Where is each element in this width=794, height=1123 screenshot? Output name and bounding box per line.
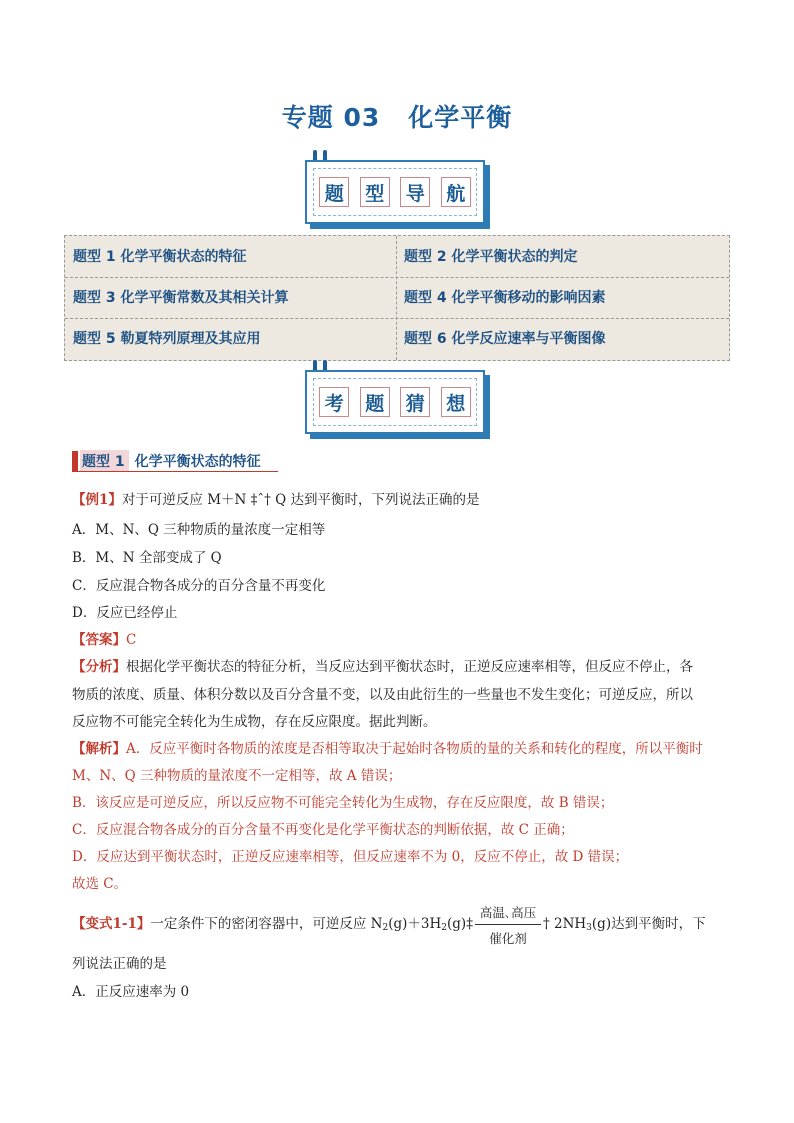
explain-line-3: B．该反应是可逆反应，所以反应物不可能完全转化为生成物，存在反应限度，故 B 错误；: [72, 795, 614, 811]
banner-char: 题: [360, 387, 390, 417]
banner-topic-navigation: [305, 152, 489, 220]
example-question-text: 对于可逆反应 M＋N ‡ˆ† Q 达到平衡时，下列说法正确的是: [121, 492, 480, 508]
banner-char: 想: [441, 387, 471, 417]
explain-line-5: D．反应达到平衡状态时，正逆反应速率相等，但反应速率不为 0，反应不停止，故 D 错误；: [72, 849, 629, 865]
conclusion-line: 故选 C。: [72, 876, 128, 892]
analysis-line-2: 物质的浓度、质量、体积分数以及百分含量不变，以及由此衍生的一些量也不发生变化；可逆反应，所以: [72, 687, 693, 703]
reaction-condition-bottom: 催化剂: [489, 930, 527, 946]
variant-question: 【变式1-1】一定条件下的密闭容器中，可逆反应 $N_2(g)+3H_2(g)\ddagger$ 高温､高压 催化剂 † $2NH_3(g)$达到平衡时，下: [72, 914, 706, 938]
banner-char: 猜: [400, 387, 430, 417]
banner-char: 型: [360, 177, 390, 207]
option-d: D．反应已经停止: [72, 605, 178, 621]
example-tag: 【例1】: [72, 492, 122, 508]
reaction-arrow: [473, 904, 543, 946]
banner-question-guess: [305, 362, 489, 430]
reaction-condition-top: 高温､高压: [479, 904, 537, 920]
topic-nav-table: [64, 235, 730, 361]
banner-char: 航: [441, 177, 471, 207]
option-c: C．反应混合物各成分的百分含量不再变化: [72, 578, 326, 594]
variant-question-line-2: 列说法正确的是: [72, 956, 167, 972]
section-marker: [72, 451, 78, 471]
title-sub: 化学平衡: [408, 103, 513, 132]
answer-tag: 【答案】: [72, 632, 126, 648]
nav-item-6[interactable]: 题型 6 化学反应速率与平衡图像: [404, 331, 606, 347]
nav-item-1[interactable]: 题型 1 化学平衡状态的特征: [73, 249, 247, 265]
analysis-tag: 【分析】: [72, 659, 126, 675]
answer-value: C: [126, 632, 137, 648]
nav-item-5[interactable]: 题型 5 勒夏特列原理及其应用: [73, 331, 261, 347]
explain-line-4: C．反应混合物各成分的百分含量不再变化是化学平衡状态的判断依据，故 C 正确；: [72, 822, 574, 838]
banner-char: 题: [319, 177, 349, 207]
explain-line-2: M、N、Q 三种物质的量浓度不一定相等，故 A 错误；: [72, 768, 402, 784]
banner-char: 考: [319, 387, 349, 417]
nav-item-2[interactable]: 题型 2 化学平衡状态的判定: [404, 249, 578, 265]
banner-char: 导: [400, 177, 430, 207]
analysis-line-1: 【分析】根据化学平衡状态的特征分析，当反应达到平衡状态时，正逆反应速率相等，但反应不停止，各: [72, 659, 693, 675]
explain-tag: 【解析】: [72, 741, 126, 757]
nav-item-3[interactable]: 题型 3 化学平衡常数及其相关计算: [73, 290, 289, 306]
option-b: B．M、N 全部变成了 Q: [72, 550, 222, 566]
variant-tag: 【变式1-1】: [72, 916, 151, 932]
nav-item-4[interactable]: 题型 4 化学平衡移动的影响因素: [404, 290, 606, 306]
analysis-line-3: 反应物不可能完全转化为生成物，存在反应限度。据此判断。: [72, 714, 437, 730]
title-main: 专题 03: [281, 103, 381, 132]
page-title: [0, 98, 794, 134]
section-label: 题型 1: [80, 450, 129, 472]
variant-option-a: A．正反应速率为 0: [72, 984, 190, 1000]
section-heading: [72, 450, 261, 472]
section-title: 化学平衡状态的特征: [134, 454, 261, 470]
option-a: A．M、N、Q 三种物质的量浓度一定相等: [72, 522, 326, 538]
explain-line-1: 【解析】A．反应平衡时各物质的浓度是否相等取决于起始时各物质的量的关系和转化的程度，所以平衡时: [72, 741, 703, 757]
example-question: [72, 490, 480, 510]
answer-line: [72, 630, 136, 650]
